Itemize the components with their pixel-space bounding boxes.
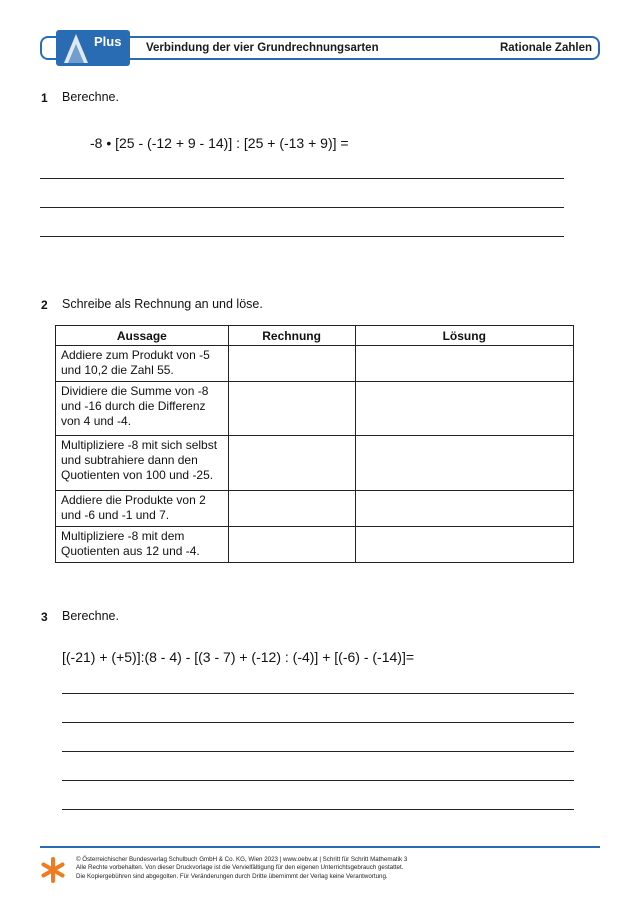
statement-table <box>55 325 574 563</box>
task-1-number: 1 <box>41 91 48 105</box>
task-1-expression: -8 • [25 - (-12 + 9 - 14)] : [25 + (-13 + 9)] = <box>90 135 349 151</box>
calculation-cell[interactable] <box>228 491 355 527</box>
calculation-cell[interactable] <box>228 382 355 436</box>
answer-line <box>62 780 574 781</box>
calculation-cell[interactable] <box>228 436 355 491</box>
footer-divider <box>40 846 600 848</box>
statement-cell: Addiere die Produkte von 2 und -6 und -1 und 7. <box>56 491 229 527</box>
solution-cell[interactable] <box>355 436 574 491</box>
calculation-cell[interactable] <box>228 346 355 382</box>
column-header: Aussage <box>56 326 229 346</box>
answer-line <box>62 809 574 810</box>
publisher-star-icon <box>40 857 66 883</box>
answer-line <box>62 693 574 694</box>
footer-line-1: © Österreichischer Bundesverlag Schulbuch GmbH & Co. KG, Wien 2023 | www.oebv.at | Schritt für Schritt Mathematik 3 <box>76 856 408 863</box>
statement-cell: Dividiere die Summe von -8 und -16 durch die Differenz von 4 und -4. <box>56 382 229 436</box>
solution-cell[interactable] <box>355 382 574 436</box>
footer-line-2: Alle Rechte vorbehalten. Von dieser Druckvorlage ist die Vervielfältigung für den eigenen Unterrichtsgebrauch gestattet. <box>76 864 404 872</box>
answer-line <box>40 207 564 208</box>
task-1-label: Berechne. <box>62 90 119 104</box>
table-row <box>56 346 574 382</box>
copyright-notice <box>76 856 407 881</box>
task-2-label: Schreibe als Rechnung an und löse. <box>62 297 263 311</box>
footer-line-3: Die Kopiergebühren sind abgegolten. Für Veränderungen durch Dritte übernimmt der Verlag keine Verantwortung. <box>76 872 388 880</box>
task-2-number: 2 <box>41 298 48 312</box>
task-3-number: 3 <box>41 610 48 624</box>
solution-cell[interactable] <box>355 527 574 563</box>
topic-title: Rationale Zahlen <box>499 42 592 54</box>
column-header: Lösung <box>355 326 574 346</box>
page-title: Verbindung der vier Grundrechnungsarten <box>146 42 379 54</box>
logo-label: Plus <box>94 34 122 49</box>
answer-line <box>40 236 564 237</box>
table-row <box>56 436 574 491</box>
answer-line <box>62 751 574 752</box>
table-row <box>56 527 574 563</box>
answer-line <box>40 178 564 179</box>
statement-cell: Multipliziere -8 mit dem Quotienten aus 12 und -4. <box>56 527 229 563</box>
plus-logo <box>56 30 130 66</box>
task-3-expression: [(-21) + (+5)]:(8 - 4) - [(3 - 7) + (-12) : (-4)] + [(-6) - (-14)]= <box>62 649 415 665</box>
solution-cell[interactable] <box>355 491 574 527</box>
solution-cell[interactable] <box>355 346 574 382</box>
statement-cell: Addiere zum Produkt von -5 und 10,2 die Zahl 55. <box>56 346 229 382</box>
table-row <box>56 491 574 527</box>
calculation-cell[interactable] <box>228 527 355 563</box>
statement-cell: Multipliziere -8 mit sich selbst und subtrahiere dann den Quotienten von 100 und -25. <box>56 436 229 491</box>
task-3-label: Berechne. <box>62 609 119 623</box>
table-row <box>56 382 574 436</box>
answer-line <box>62 722 574 723</box>
column-header: Rechnung <box>228 326 355 346</box>
